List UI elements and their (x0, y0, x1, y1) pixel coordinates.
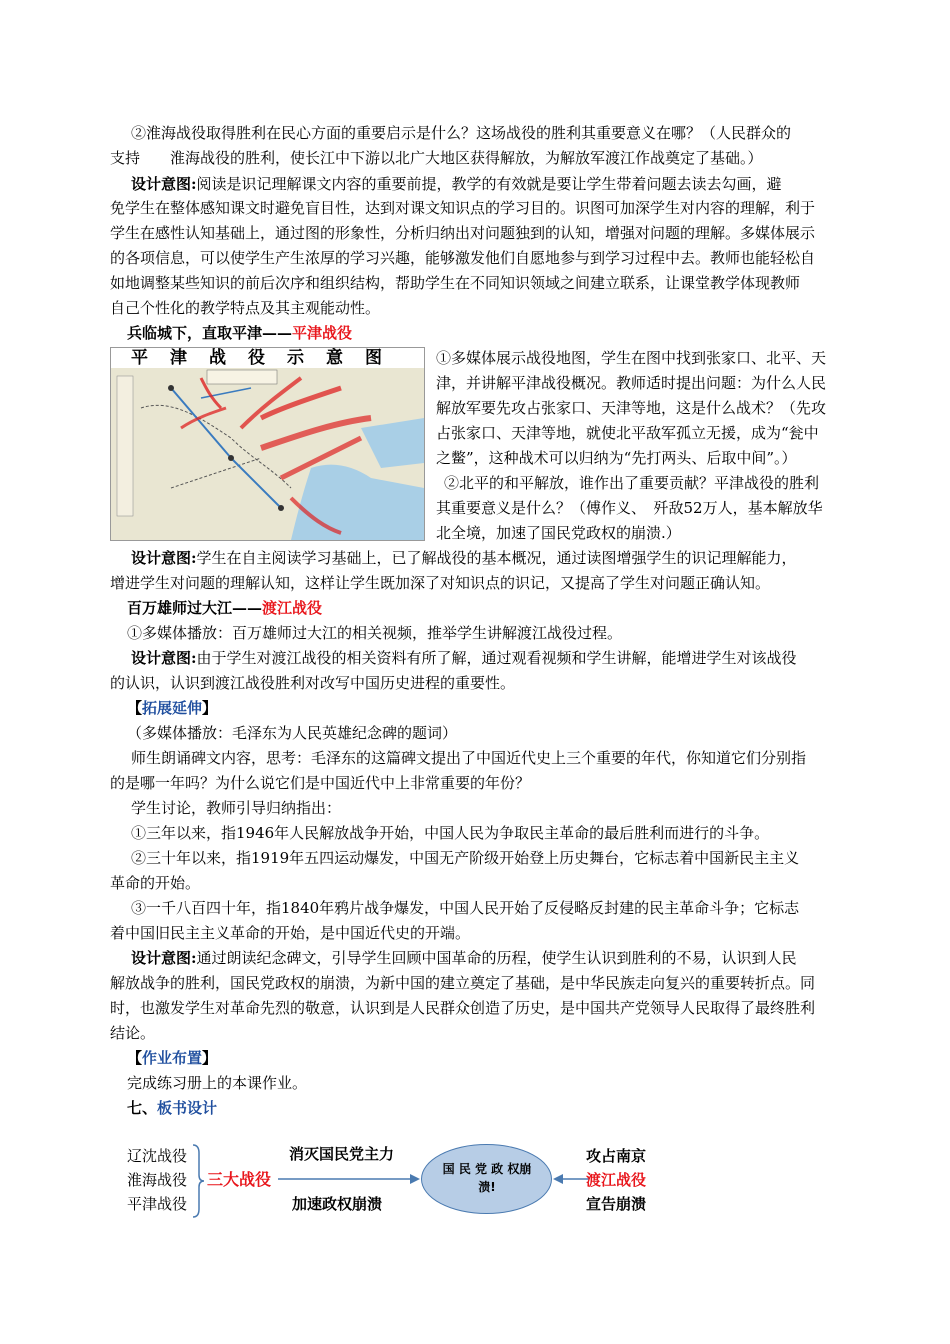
text-line: 的是哪一年吗？为什么说它们是中国近代中上非常重要的年份？ (110, 774, 531, 792)
text-line: 北全境，加速了国民党政权的崩溃.） (436, 524, 681, 542)
design-intent-line (131, 173, 782, 195)
design-intent-line (131, 547, 797, 569)
text-line: 学生讨论，教师引导归纳指出： (131, 799, 342, 817)
heading-number: 七、 (127, 1099, 158, 1117)
text-line: 着中国旧民主主义革命的开始，是中国近代史的开端。 (110, 924, 471, 942)
text-line: ①三年以来，指1946年人民解放战争开始，中国人民为争取民主革命的最后胜利而进行的斗争。 (131, 824, 770, 842)
section-heading-pingjin (127, 322, 352, 344)
section-heading-extension (127, 697, 217, 719)
text-line: 解放战争的胜利，国民党政权的崩溃，为新中国的建立奠定了基础，是中华民族走向复兴的重要转折点。同 (110, 974, 816, 992)
heading-highlight: 平津战役 (292, 324, 353, 342)
map-title: 平津战役示意图 (111, 348, 424, 368)
board-top-middle: 消灭国民党主力 (289, 1145, 395, 1163)
heading-text: 百万雄师过大江—— (127, 599, 263, 617)
text-line: ③一千八百四十年，指1840年鸦片战争爆发，中国人民开始了反侵略反封建的民主革命斗争；它标志 (131, 899, 800, 917)
design-intent-line (131, 647, 797, 669)
text-line: 时，也激发学生对革命先烈的敬意，认识到是人民群众创造了历史，是中国共产党领导人民取得了最终胜利 (110, 999, 816, 1017)
bracket-open: 【 (127, 699, 143, 717)
board-right-middle: 渡江战役 (586, 1171, 647, 1189)
board-three-campaigns: 三大战役 (207, 1170, 272, 1189)
text-line: 如地调整某些知识的前后次序和组织结构，帮助学生在不同知识领域之间建立联系，让课堂教学体现教师 (110, 274, 801, 292)
heading-highlight: 板书设计 (157, 1099, 218, 1117)
text-line: 完成练习册上的本课作业。 (127, 1074, 308, 1092)
board-oval-text: 国 民 党 政 权崩溃! (442, 1162, 532, 1194)
section-heading-board (127, 1097, 217, 1119)
text-line: 津，并讲解平津战役概况。教师适时提出问题：为什么人民 (436, 374, 827, 392)
text-line: 的各项信息，可以使学生产生浓厚的学习兴趣，能够激发他们自愿地参与到学习过程中去。教师也能轻松自 (110, 249, 816, 267)
text-line: 学生在感性认知基础上，通过图的形象性，分析归纳出对问题独到的认知，增强对问题的理解。多媒体展示 (110, 224, 816, 242)
text-line: 结论。 (110, 1024, 156, 1042)
heading-highlight: 渡江战役 (262, 599, 323, 617)
text-line: 免学生在整体感知课文时避免盲目性，达到对课文知识点的学习目的。识图可加深学生对内容的理解，利于 (110, 199, 816, 217)
text-line: （多媒体播放：毛泽东为人民英雄纪念碑的题词） (127, 724, 458, 742)
text-line: 师生朗诵碑文内容，思考：毛泽东的这篇碑文提出了中国近代史上三个重要的年代，你知道它们分别指 (131, 749, 807, 767)
arrow-right-icon (278, 1172, 421, 1186)
text-line: 其重要意义是什么？（傅作义、 歼敌52万人，基本解放华 (436, 499, 823, 517)
board-battle-2: 淮海战役 (127, 1171, 188, 1189)
text-line: 的认识，认识到渡江战役胜利对改写中国历史进程的重要性。 (110, 674, 516, 692)
section-heading-homework (127, 1047, 217, 1069)
text-line: 革命的开始。 (110, 874, 201, 892)
bracket-close: 】 (202, 1049, 218, 1067)
text-span: 由于学生对渡江战役的相关资料有所了解，通过观看视频和学生讲解，能增进学生对该战役 (196, 649, 797, 667)
bracket-open: 【 (127, 1049, 143, 1067)
heading-text: 兵临城下，直取平津—— (127, 324, 293, 342)
design-intent-line (131, 947, 797, 969)
text-line: ①多媒体播放：百万雄师过大江的相关视频，推举学生讲解渡江战役过程。 (127, 624, 623, 642)
pingjin-campaign-map (110, 347, 425, 541)
bracket-close: 】 (202, 699, 218, 717)
text-line: ②三十年以来，指1919年五四运动爆发，中国无产阶级开始登上历史舞台，它标志着中国新民主主义 (131, 849, 800, 867)
design-intent-label: 设计意图: (131, 649, 197, 667)
board-right-top: 攻占南京 (586, 1147, 647, 1165)
brace-icon (191, 1143, 205, 1219)
text-line: 增进学生对问题的理解认知，这样让学生既加深了对知识点的识记，又提高了学生对问题正确认知。 (110, 574, 771, 592)
arrow-left-icon (553, 1172, 589, 1186)
board-battle-1: 辽沈战役 (127, 1147, 188, 1165)
map-illustration (111, 368, 424, 540)
text-line: 解放军要先攻占张家口、天津等地，这是什么战术？（先攻 (436, 399, 827, 417)
text-span: 阅读是识记理解课文内容的重要前提，教学的有效就是要让学生带着问题去读去勾画，避 (196, 175, 782, 193)
design-intent-label: 设计意图: (131, 549, 197, 567)
text-line: 占张家口、天津等地，就使北平敌军孤立无援，成为“瓮中 (436, 424, 819, 442)
text-line: 自己个性化的教学特点及其主观能动性。 (110, 299, 381, 317)
design-intent-label: 设计意图: (131, 949, 197, 967)
text-line: 之鳖”，这种战术可以归纳为“先打两头、后取中间”。） (436, 449, 797, 467)
text-line: 支持 淮海战役的胜利，使长江中下游以北广大地区获得解放，为解放军渡江作战奠定了基础。） (110, 149, 763, 167)
text-span: 通过朗读纪念碑文，引导学生回顾中国革命的历程，使学生认识到胜利的不易，认识到人民 (196, 949, 797, 967)
board-right-bottom: 宣告崩溃 (586, 1195, 647, 1213)
section-heading-dujiang (127, 597, 322, 619)
text-line: ①多媒体展示战役地图，学生在图中找到张家口、北平、天 (436, 349, 827, 367)
text-line: ②淮海战役取得胜利在民心方面的重要启示是什么？这场战役的胜利其重要意义在哪？（人民群众的 (131, 124, 792, 142)
design-intent-label: 设计意图: (131, 175, 197, 193)
heading-highlight: 拓展延伸 (142, 699, 203, 717)
text-span: 学生在自主阅读学习基础上，已了解战役的基本概况，通过读图增强学生的识记理解能力， (196, 549, 797, 567)
heading-highlight: 作业布置 (142, 1049, 203, 1067)
text-line: ②北平的和平解放，谁作出了重要贡献？平津战役的胜利 (444, 474, 820, 492)
board-bottom-middle: 加速政权崩溃 (292, 1195, 383, 1213)
board-battle-3: 平津战役 (127, 1195, 188, 1213)
